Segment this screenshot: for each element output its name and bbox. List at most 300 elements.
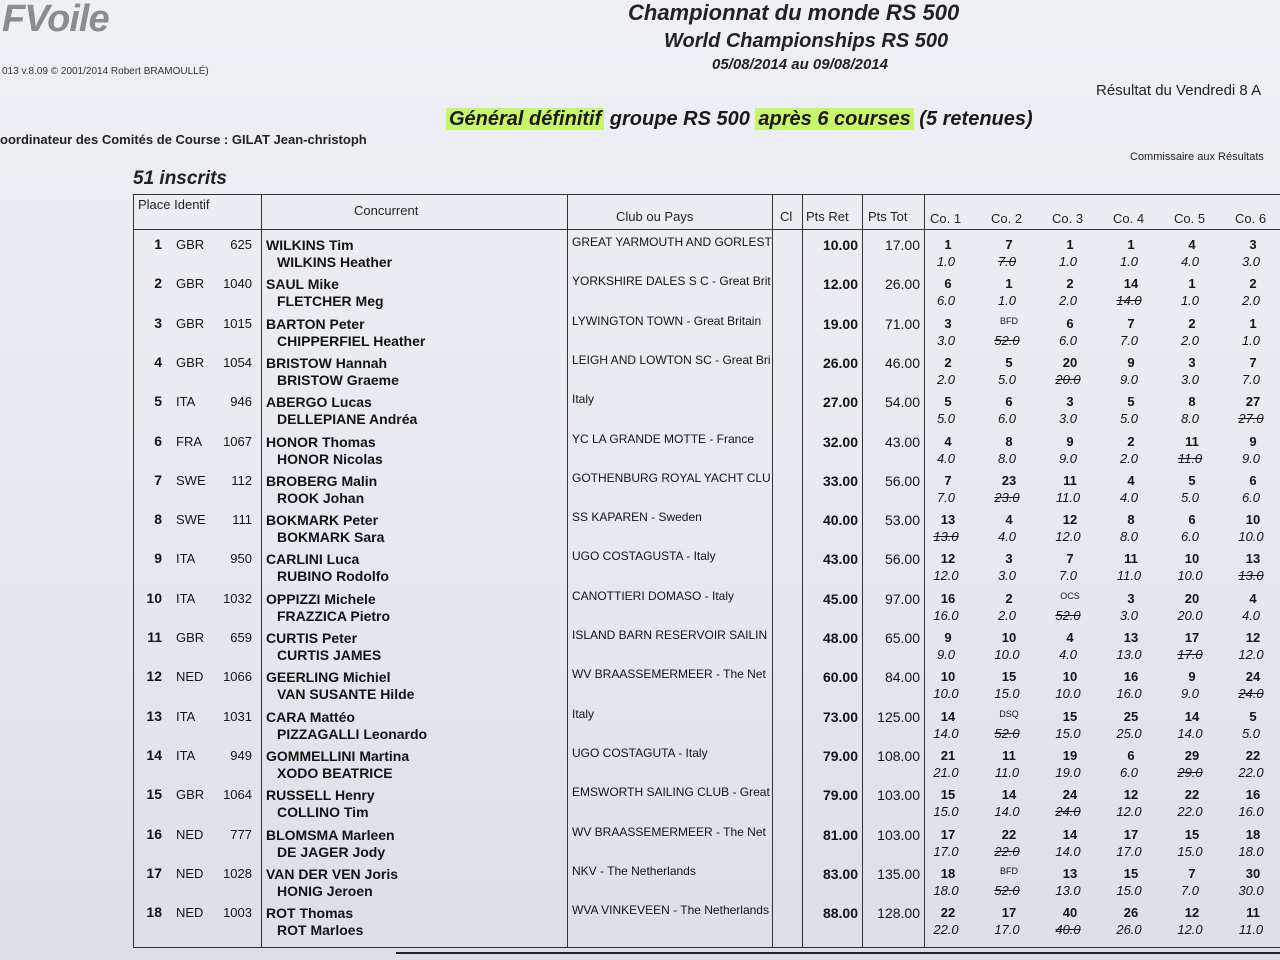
helm-name: ROT Thomas: [266, 905, 354, 922]
column-divider: [924, 195, 925, 947]
race-points: 8.0: [1180, 411, 1200, 427]
race-points: 2.0: [1058, 293, 1078, 309]
title-fr: Championnat du monde RS 500: [628, 0, 960, 25]
race-points: 10.0: [1177, 568, 1203, 584]
nation: NED: [176, 905, 204, 921]
table-row: [134, 862, 1280, 901]
results-commissioner: Commissaire aux Résultats: [1130, 151, 1264, 163]
race-points-discarded: 11.0: [1177, 450, 1203, 466]
nation: SWE: [176, 512, 206, 528]
race-points: 9.0: [1180, 686, 1200, 702]
race-position: 18: [940, 865, 956, 881]
race-position: 30: [1245, 865, 1261, 881]
crew-name: BOKMARK Sara: [277, 529, 385, 546]
race-position: 9: [944, 630, 952, 645]
points-total: 97.00: [884, 590, 920, 607]
race-position: 6: [944, 276, 952, 292]
race-position: 25: [1123, 708, 1139, 724]
rank: 4: [154, 353, 162, 370]
col-cl: Cl: [780, 209, 793, 224]
race-points-discarded: 29.0: [1177, 764, 1203, 780]
race-position: 3: [1005, 551, 1013, 567]
race-points: 30.0: [1238, 882, 1264, 898]
nation: ITA: [176, 708, 196, 724]
points-retained: 40.00: [822, 512, 858, 529]
race-position: 2: [1066, 276, 1074, 292]
nation: ITA: [176, 551, 196, 567]
race-points: 5.0: [1180, 489, 1200, 505]
race-points-discarded: 52.0: [994, 882, 1020, 898]
race-position: 2: [1188, 315, 1196, 331]
points-total: 56.00: [884, 472, 920, 489]
race-position: 3: [1066, 394, 1074, 410]
race-points: 13.0: [1055, 882, 1081, 898]
race-points: 5.0: [936, 411, 956, 427]
table-row: [134, 783, 1280, 822]
race-points: 10.0: [994, 647, 1020, 662]
race-position: 14: [1123, 276, 1139, 292]
race-points: 1.0: [1180, 293, 1200, 309]
race-points: 7.0: [1058, 568, 1078, 584]
points-total: 108.00: [877, 747, 920, 764]
race-position: 7: [1127, 315, 1135, 331]
column-divider: [261, 195, 262, 947]
race-points: 14.0: [933, 725, 959, 741]
column-divider: [802, 195, 803, 947]
race-points: 2.0: [997, 607, 1017, 623]
race-points: 11.0: [1116, 568, 1142, 584]
club-name: LYWINGTON TOWN - Great Britain: [572, 313, 762, 328]
race-position: 20: [1062, 354, 1078, 370]
race-points: 4.0: [1241, 607, 1261, 623]
race-points: 22.0: [933, 922, 959, 938]
race-coordinator: oordinateur des Comités de Course : GILAT Jean-christoph: [0, 132, 367, 147]
rank: 18: [146, 904, 162, 921]
helm-name: BRISTOW Hannah: [266, 354, 388, 371]
race-points-discarded: 17.0: [1177, 647, 1203, 662]
race-position: 13: [1245, 551, 1261, 567]
race-points: 22.0: [1177, 804, 1203, 820]
race-position: 40: [1062, 905, 1078, 921]
points-total: 84.00: [884, 669, 920, 686]
result-date: Résultat du Vendredi 8 A: [1096, 82, 1262, 99]
table-row: [134, 312, 1280, 351]
rank: 10: [146, 589, 162, 606]
race-position: 5: [1127, 394, 1135, 410]
race-position: 1: [1066, 237, 1074, 252]
race-position: BFD: [1000, 865, 1018, 876]
table-row: [134, 665, 1280, 704]
crew-name: DELLEPIANE Andréa: [277, 411, 418, 428]
race-points: 10.0: [933, 686, 959, 702]
race-position: 4: [1127, 472, 1135, 488]
race-position: 10: [1245, 512, 1261, 528]
nation: GBR: [176, 276, 205, 292]
crew-name: RUBINO Rodolfo: [277, 568, 389, 585]
race-position: 7: [944, 472, 952, 488]
col-club: Club ou Pays: [616, 209, 694, 224]
race-points: 7.0: [936, 489, 956, 505]
race-points: 1.0: [1241, 332, 1261, 348]
rank: 6: [154, 432, 162, 449]
race-points: 12.0: [1116, 804, 1142, 820]
race-position: 22: [1001, 826, 1017, 842]
race-position: 2: [1005, 590, 1013, 606]
race-position: 24: [1245, 669, 1261, 685]
race-points: 18.0: [933, 882, 959, 898]
race-points: 2.0: [1119, 450, 1139, 466]
race-position: 22: [1184, 787, 1200, 803]
nation: ITA: [176, 747, 196, 763]
race-position: 2: [1249, 276, 1257, 292]
race-position: 17: [1184, 630, 1200, 645]
race-position: 5: [1249, 708, 1257, 724]
race-position: 13: [940, 512, 956, 528]
race-position: 15: [940, 787, 956, 803]
race-points: 1.0: [1119, 254, 1139, 269]
crew-name: BRISTOW Graeme: [277, 371, 399, 388]
race-points: 18.0: [1238, 843, 1264, 859]
race-position: 12: [1062, 512, 1078, 528]
race-points: 6.0: [997, 411, 1017, 427]
race-points: 12.0: [1238, 647, 1264, 662]
race-points: 4.0: [997, 529, 1017, 545]
points-total: 54.00: [884, 394, 920, 411]
race-points: 9.0: [936, 647, 956, 662]
club-name: ISLAND BARN RESERVOIR SAILIN: [572, 628, 768, 642]
points-retained: 83.00: [822, 865, 858, 882]
race-points-discarded: 22.0: [994, 843, 1020, 859]
rank: 2: [154, 275, 162, 292]
club-name: EMSWORTH SAILING CLUB - Great: [572, 785, 770, 800]
table-row: [134, 390, 1280, 429]
race-position: 14: [1001, 787, 1017, 803]
race-position: 18: [1245, 826, 1261, 842]
race-position: 1: [1127, 237, 1135, 252]
race-points: 15.0: [994, 686, 1020, 702]
points-total: 125.00: [877, 708, 920, 725]
race-points-discarded: 13.0: [1238, 568, 1264, 584]
crew-name: HONOR Nicolas: [277, 450, 383, 467]
race-points: 4.0: [936, 450, 956, 466]
race-points: 17.0: [1116, 843, 1142, 859]
race-position: 3: [1188, 354, 1196, 370]
crew-name: FRAZZICA Pietro: [277, 607, 391, 624]
helm-name: HONOR Thomas: [266, 433, 376, 450]
col-race-3: Co. 3: [1052, 211, 1084, 226]
race-position: 15: [1123, 865, 1139, 881]
race-position: 20: [1184, 590, 1200, 606]
race-points: 13.0: [1116, 647, 1142, 662]
race-points: 7.0: [1241, 371, 1261, 387]
col-pts-tot: Pts Tot: [868, 209, 908, 224]
points-retained: 79.00: [822, 787, 858, 804]
race-points: 11.0: [1055, 489, 1081, 505]
race-position: DSQ: [999, 708, 1019, 719]
rank: 8: [154, 511, 162, 528]
race-points: 10.0: [1238, 529, 1264, 545]
rank: 13: [146, 707, 162, 724]
race-points: 14.0: [994, 804, 1020, 820]
helm-name: GOMMELLINI Martina: [266, 747, 410, 764]
race-position: 1: [1005, 276, 1013, 292]
race-points: 3.0: [1241, 254, 1261, 269]
race-points: 10.0: [1055, 686, 1081, 702]
club-name: UGO COSTAGUSTA - Italy: [572, 549, 716, 564]
points-retained: 73.00: [822, 708, 858, 725]
race-position: 6: [1066, 315, 1074, 331]
race-position: 1: [944, 237, 952, 252]
race-position: 22: [1245, 747, 1261, 763]
table-row: [134, 626, 1280, 665]
race-position: 4: [1005, 512, 1013, 528]
club-name: WV BRAASSEMERMEER - The Net: [572, 667, 766, 682]
race-points: 26.0: [1116, 922, 1142, 938]
club-name: Italy: [572, 392, 595, 407]
points-total: 26.00: [884, 276, 920, 293]
race-points: 17.0: [994, 922, 1020, 938]
crew-name: CHIPPERFIEL Heather: [277, 332, 426, 349]
race-points-discarded: 52.0: [1055, 607, 1081, 623]
points-retained: 45.00: [822, 590, 858, 607]
race-points: 16.0: [1238, 804, 1264, 820]
points-retained: 12.00: [822, 276, 858, 293]
club-name: WVA VINKEVEEN - The Netherlands: [572, 903, 769, 918]
race-points: 6.0: [1119, 764, 1139, 780]
race-points: 16.0: [933, 607, 959, 623]
race-points: 12.0: [1177, 922, 1203, 938]
crew-name: ROT Marloes: [277, 922, 364, 939]
points-total: 17.00: [884, 237, 920, 253]
col-place-identif: Place Identif: [138, 197, 210, 212]
race-points-discarded: 40.0: [1055, 922, 1081, 938]
points-total: 135.00: [877, 865, 920, 882]
race-position: 4: [944, 433, 952, 449]
race-points: 11.0: [1238, 922, 1264, 938]
sail-number: 1015: [223, 315, 252, 331]
software-version: 013 v.8.09 © 2001/2014 Robert BRAMOULLÉ): [2, 66, 209, 77]
helm-name: BARTON Peter: [266, 315, 365, 332]
race-position: 11: [1246, 905, 1260, 921]
nation: GBR: [176, 354, 205, 370]
race-position: 8: [1005, 433, 1013, 449]
general-retenues: (5 retenues): [913, 108, 1033, 130]
race-position: 3: [1127, 590, 1135, 606]
sail-number: 1028: [223, 865, 252, 881]
race-points: 15.0: [933, 804, 959, 820]
race-points: 6.0: [1058, 332, 1078, 348]
race-position: 4: [1188, 237, 1196, 252]
race-position: 3: [1249, 237, 1257, 252]
race-position: 8: [1188, 394, 1196, 410]
rank: 15: [146, 786, 162, 803]
table-row: [134, 351, 1280, 390]
crew-name: VAN SUSANTE Hilde: [277, 686, 415, 703]
race-points: 17.0: [933, 843, 959, 859]
helm-name: GEERLING Michiel: [266, 669, 391, 686]
club-name: GOTHENBURG ROYAL YACHT CLU: [572, 470, 771, 485]
crew-name: FLETCHER Meg: [277, 293, 384, 310]
race-points: 11.0: [994, 764, 1020, 780]
race-points: 3.0: [997, 568, 1017, 584]
points-total: 103.00: [877, 787, 920, 804]
race-position: 9: [1066, 433, 1074, 449]
race-position: 9: [1249, 433, 1257, 449]
race-points-discarded: 27.0: [1238, 411, 1264, 427]
helm-name: CARLINI Luca: [266, 551, 360, 568]
race-position: 12: [940, 551, 956, 567]
race-points: 6.0: [1180, 529, 1200, 545]
race-points-discarded: 23.0: [994, 489, 1020, 505]
race-position: 16: [1245, 787, 1261, 803]
race-points: 15.0: [1116, 882, 1142, 898]
race-position: 17: [1123, 826, 1139, 842]
sail-number: 1067: [223, 433, 252, 449]
table-row: [134, 469, 1280, 508]
race-position: 14: [1062, 826, 1078, 842]
sail-number: 659: [230, 630, 252, 645]
race-points: 3.0: [936, 332, 956, 348]
sail-number: 946: [230, 394, 252, 410]
race-points: 9.0: [1241, 450, 1261, 466]
race-position: 13: [1123, 630, 1139, 645]
race-points: 2.0: [936, 371, 956, 387]
race-position: 15: [1062, 708, 1078, 724]
race-position: 10: [940, 669, 956, 685]
helm-name: OPPIZZI Michele: [266, 590, 376, 607]
sail-number: 1064: [223, 787, 252, 803]
race-points: 2.0: [1241, 293, 1261, 309]
club-name: WV BRAASSEMERMEER - The Net: [572, 824, 766, 839]
table-row: [134, 272, 1280, 311]
column-divider: [567, 195, 568, 947]
crew-name: XODO BEATRICE: [277, 764, 393, 781]
race-points-discarded: 14.0: [1116, 293, 1142, 309]
race-position: 2: [944, 354, 952, 370]
race-points-discarded: 13.0: [933, 529, 959, 545]
race-points-discarded: 52.0: [994, 332, 1020, 348]
race-position: 11: [1002, 747, 1016, 763]
race-points: 3.0: [1058, 411, 1078, 427]
points-total: 71.00: [884, 315, 920, 332]
race-points-discarded: 24.0: [1238, 686, 1264, 702]
table-bottom-line: [396, 952, 1280, 954]
club-name: CANOTTIERI DOMASO - Italy: [572, 588, 735, 603]
race-position: 14: [940, 708, 956, 724]
points-retained: 19.00: [822, 315, 858, 332]
race-position: 1: [1188, 276, 1196, 292]
crew-name: CURTIS JAMES: [277, 647, 382, 663]
points-total: 53.00: [884, 512, 920, 529]
club-name: Italy: [572, 706, 595, 721]
race-position: 3: [944, 315, 952, 331]
points-total: 56.00: [884, 551, 920, 568]
club-name: LEIGH AND LOWTON SC - Great Bri: [572, 352, 771, 367]
club-name: NKV - The Netherlands: [572, 863, 696, 878]
points-retained: 79.00: [822, 747, 858, 764]
col-concurrent: Concurrent: [354, 203, 419, 218]
nation: NED: [176, 826, 204, 842]
race-position: 29: [1184, 747, 1200, 763]
club-name: UGO COSTAGUTA - Italy: [572, 745, 708, 760]
col-pts-ret: Pts Ret: [806, 209, 849, 224]
sail-number: 1032: [223, 590, 252, 606]
race-points: 15.0: [1177, 843, 1203, 859]
col-race-5: Co. 5: [1174, 211, 1206, 226]
header-divider: [134, 229, 1280, 230]
race-position: 24: [1062, 787, 1078, 803]
rank: 9: [154, 550, 162, 567]
title-en: World Championships RS 500: [664, 30, 949, 52]
helm-name: SAUL Mike: [266, 276, 339, 293]
race-points: 6.0: [1241, 489, 1261, 505]
race-position: 2: [1127, 433, 1135, 449]
sail-number: 1066: [223, 669, 252, 685]
points-retained: 88.00: [822, 905, 858, 922]
points-retained: 43.00: [822, 551, 858, 568]
helm-name: CURTIS Peter: [266, 630, 358, 646]
race-position: 9: [1188, 669, 1196, 685]
race-points: 3.0: [1119, 607, 1139, 623]
race-position: 6: [1005, 394, 1013, 410]
points-retained: 33.00: [822, 472, 858, 489]
race-points: 5.0: [1241, 725, 1261, 741]
results-table: [133, 194, 1280, 948]
race-position: 5: [1005, 354, 1013, 370]
points-total: 43.00: [884, 433, 920, 450]
race-position: 6: [1249, 472, 1257, 488]
race-position: 10: [1001, 630, 1017, 645]
general-group: groupe RS 500: [604, 108, 756, 130]
race-position: 10: [1062, 669, 1078, 685]
race-position: 6: [1188, 512, 1196, 528]
race-points: 2.0: [1180, 332, 1200, 348]
table-row: [134, 430, 1280, 469]
crew-name: PIZZAGALLI Leonardo: [277, 725, 428, 742]
race-points: 8.0: [1119, 529, 1139, 545]
nation: FRA: [176, 433, 202, 449]
points-retained: 32.00: [822, 433, 858, 450]
sail-number: 1054: [223, 354, 252, 370]
points-total: 46.00: [884, 354, 920, 371]
helm-name: RUSSELL Henry: [266, 787, 375, 804]
race-points: 8.0: [997, 450, 1017, 466]
race-points: 6.0: [936, 293, 956, 309]
race-position: 5: [944, 394, 952, 410]
race-points: 5.0: [997, 371, 1017, 387]
race-position: 12: [1245, 630, 1261, 645]
race-position: 17: [940, 826, 956, 842]
highlight-courses: après 6 courses: [755, 108, 913, 130]
race-points: 12.0: [1055, 529, 1081, 545]
rank: 11: [147, 629, 162, 645]
race-points: 7.0: [1180, 882, 1200, 898]
race-points-discarded: 7.0: [997, 254, 1017, 269]
ffvoile-logo: FVoile: [2, 0, 109, 40]
race-position: 11: [1124, 551, 1138, 567]
race-position: 14: [1184, 708, 1200, 724]
nation: ITA: [176, 590, 196, 606]
points-retained: 48.00: [822, 630, 858, 646]
nation: SWE: [176, 472, 206, 488]
nation: NED: [176, 669, 204, 685]
crew-name: DE JAGER Jody: [277, 843, 386, 860]
race-position: 15: [1001, 669, 1017, 685]
race-points: 4.0: [1180, 254, 1200, 269]
race-position: 17: [1001, 905, 1017, 921]
sail-number: 949: [230, 747, 252, 763]
race-position: 12: [1184, 905, 1200, 921]
